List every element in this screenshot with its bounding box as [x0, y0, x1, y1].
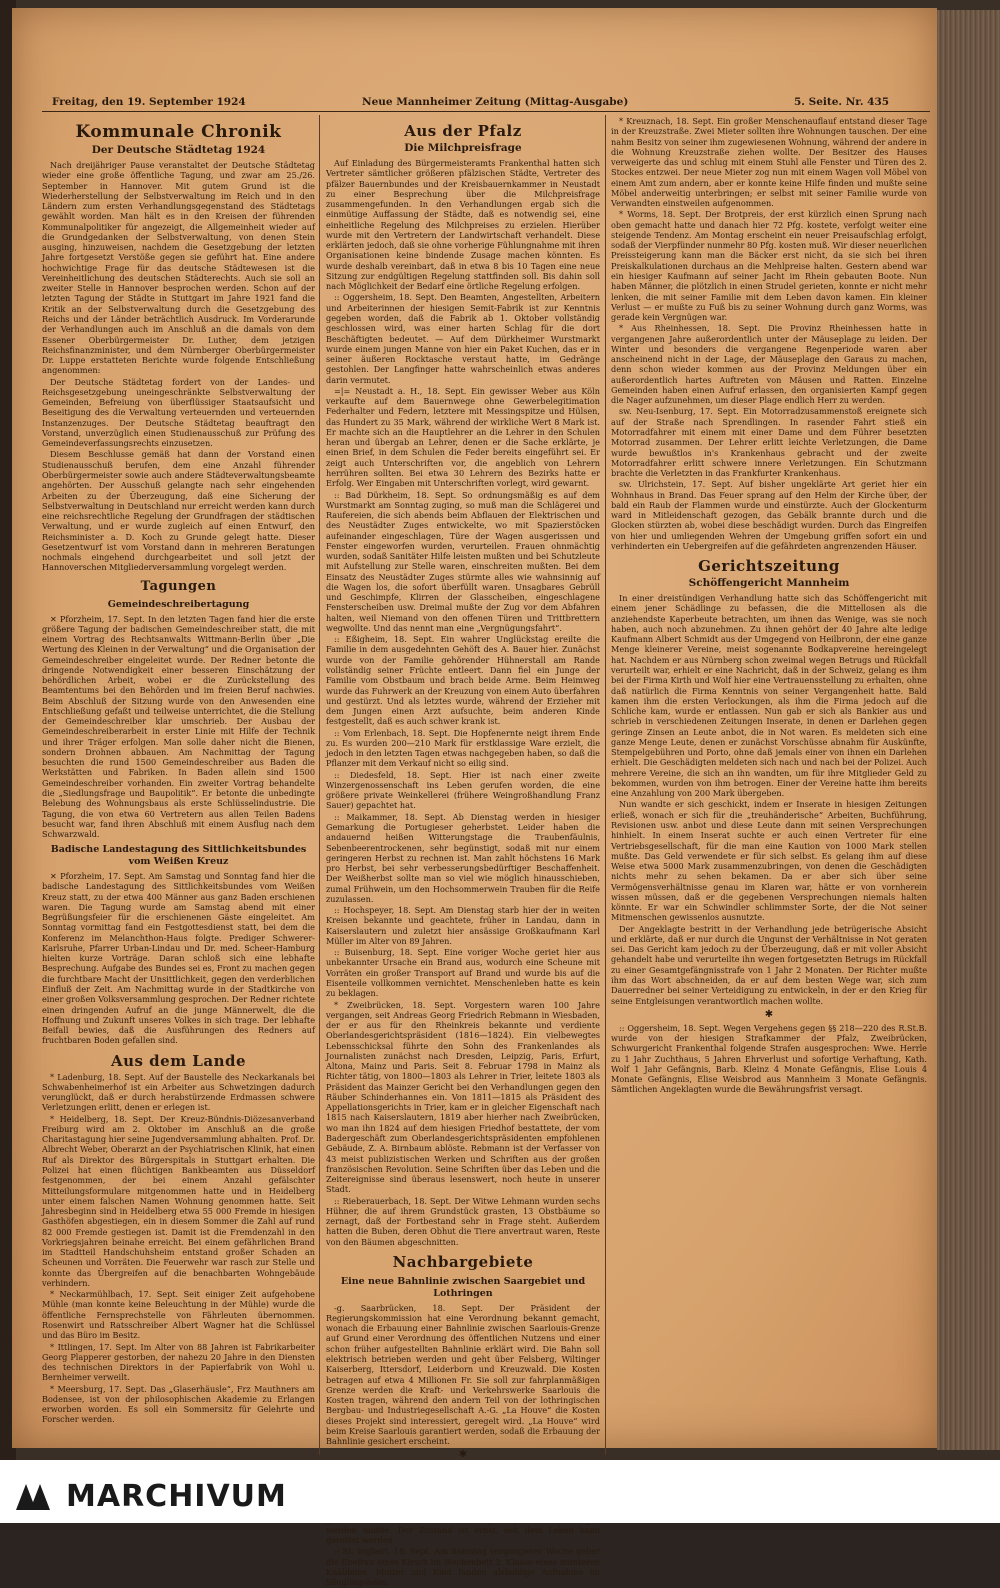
article-paragraph: * Kreuznach, 18. Sept. Ein großer Menschenauflauf entstand dieser Tage in der Kreuzstraße. Zwei Mieter sollten ihre Wohnungen tauschen. Der eine nahm Besitz von seiner ihm zugewiesenen Wohnung, während der andere in die Wohnung Kreuzstraße ziehen wollte. Der Besitzer des Hauses verweigerte das und schlug mit einem Stuhl alle Fenster und Türen des 2. Stockes entzwei. Der neue Mieter zog nun mit einem Wagen voll Möbel von einem Amt zum andern, aber er konnte keine Hilfe finden und mußte seine Möbel anderweitig unterbringen; er selbst mit seiner Familie wurde von Verwandten einstweilen aufgenommen.	[611, 116, 927, 209]
article-heading-gemeindeschreiber: Gemeindeschreibertagung	[107, 598, 250, 610]
article-paragraph: * Worms, 18. Sept. Der Brotpreis, der erst kürzlich einen Sprung nach oben gemacht hatte und danach hier 72 Pfg. kostete, verfolgt weiter eine steigende Tendenz. Am Montag erscheint ein neuer Preisaufschlag erfolgt, sodaß der Vierpfünder nunmehr 80 Pfg. kosten muß. Wir dieser neuerlichen Preissteigerung kann man die Bäcker erst nicht, da sie sich bei ihren Preiskalkulationen durchaus an die Mehlpreise halten. Gestern abend war ein hiesiger Kaufmann auf seiner Jacht im Rhein gebauten Boote. Nun haben Männer, die plötzlich in einen Strudel gerieten, konnte er nicht mehr lenken, die mit seiner Familie mit dem Leben davon kamen. Ein kleiner Verlust — er mußte zu Fuß bis zu seiner Wohnung durch ganz Worms, was gerade kein Vergnügen war.	[611, 209, 927, 323]
section-title-nachbargebiete: Nachbargebiete	[392, 1252, 534, 1271]
article-heading-sittlichkeitsbund: Badische Landestagung des Sittlichkeitsbundes vom Weißen Kreuz	[50, 844, 307, 868]
article-paragraph: =|= Neustadt a. H., 18. Sept. Ein gewisser Weber aus Köln verkaufte auf dem Bauernwege ohne Gewerbelegitimation Federhalter und Federn, letztere mit Messingspitze und Hülsen, das Hundert zu 35 Mark, während der wirkliche Wert 8 Mark ist. Er machte sich an die Hauptlehrer an die Lehrer in den Schulen heran und übergab an Lehrer, denen er die Sache erklärte, je einen Brief, in dem Schulen die Feder bereits eingeführt sei. Er zeigt auch Unterschriften vor, die angeblich von Lehrern herrühren sollten. Bei etwa 30 Lehrern des Bezirks hatte er Erfolg. Wer Eingaben mit Unterschriften vorlegt, wird gewarnt.	[326, 385, 600, 489]
article-paragraph: :: Hochspeyer, 18. Sept. Am Dienstag starb hier der in weiten Kreisen bekannte und geachtete, früher in Landau, dann in Kaiserslautern und zuletzt hier ansässige Großkaufmann Karl Müller im Alter von 89 Jahren.	[326, 905, 600, 946]
article-paragraph: :: Oggersheim, 18. Sept. Den Beamten, Angestellten, Arbeitern und Arbeiterinnen der hiesigen Semit-Fabrik ist zur Kenntnis gegeben worden, daß die Fabrik ab 1. Oktober vollständig geschlossen wird, was einer harten Schlag für die dort Beschäftigten bedeutet. — Auf dem Dürkheimer Wurstmarkt wurde einem jungen Manne von hier ein Paket Kuchen, das er in seiner äußeren Rocktasche verstaut hatte, im Gedränge gestohlen. Der Langfinger hatte wahrscheinlich etwas anderes darin vermutet.	[326, 292, 600, 385]
article-paragraph: :: Rieberauerbach, 18. Sept. Der Witwe Lehmann wurden sechs Hühner, die auf ihrem Grundstück grasten, 13 Obstbäume so zernagt, daß der Fortbestand sehr in Frage steht. Außerdem hatten die Buben, deren Obhut die Tiere anvertraut waren, Reste von den Bäumen abgeschnitten.	[326, 1195, 600, 1247]
article-paragraph: * Heidelberg, 18. Sept. Der Kreuz-Bündnis-Diözesanverband Freiburg wird am 2. Oktober im Anschluß an die große Charitastagung hier seine Jugendversammlung abhalten. Prof. Dr. Albrecht Weber, Oberarzt an der Psychiatrischen Klinik, hat einen Ruf als Direktor des Bürgerspitals in Stuttgart erhalten. Die Polizei hat einen flüchtigen Bankbeamten aus Düsseldorf festgenommen, der bei einem Anzahl gefälschter Mitteilungsformulare mitgenommen hatte und in Heidelberg unter einem falschen Namen Wohnung genommen hatte. Seit Jahresbeginn sind in Heidelberg etwa 55 000 Fremde in hiesigen Gasthöfen abgestiegen, ein in diesem Sommer die Zahl auf rund 82 000 Fremde gestiegen ist. Damit ist die Fremdenzahl in den Vorkriegsjahren beinahe erreicht. Bei einem gefährlichen Brand im Stadtteil Handschuhsheim entstand großer Schaden an Scheunen und Vorräten. Die Feuerwehr war rasch zur Stelle und konnte das Übergreifen auf die benachbarten Wohngebäude verhindern.	[42, 1113, 315, 1288]
article-paragraph: werden mußte. Der Zustand ist ernst, seit dem Leben kann gerettet werden.	[326, 1524, 600, 1546]
article-heading-schoeffengericht: Schöffengericht Mannheim	[688, 577, 850, 590]
article-paragraph: * Zweibrücken, 18. Sept. Vorgestern waren 100 Jahre vergangen, seit Andreas Georg Friedrich Rebmann in Wiesbaden, der er aus für den Rheinkreis bekannte und verdiente Oberlandesgerichtspräsident (1816—1824). Ein vielbewegtes Lebensschicksal führte den Sohn des Frankenlandes als Journalisten zunächst nach Dresden, Leipzig, Paris, Erfurt, Altona, Mainz und Paris. Seit 8. Februar 1798 in Mainz als Richter tätig, von 1800—1803 als Lehrer in Trier, leitete 1803 als Präsident das Mainzer Gericht bei den Verhandlungen gegen den Räuber Schinderhannes ein. Von 1811—1815 als Präsident des Appellationsgerichts in Trier, kam er in gleicher Eigenschaft nach 1815 nach Kaiserslautern, 1819 aber hierher nach Zweibrücken, wo man ihn 1824 auf dem hiesigen Friedhof bestattete, der vom Badergeschäft zum Oberlandesgerichtspräsidenten empfohlenen Gebäude, Z. A. Birnbaum ablöste. Rebmann ist der Verfasser von 43 meist publizistischen Werken und Schriften aus der großen französischen Revolution. Seine Schriften über das Leben und die Zeitereignisse sind überaus lesenswert, noch heute in unserer Stadt.	[326, 999, 600, 1195]
article-paragraph: * Aus Rheinhessen, 18. Sept. Die Provinz Rheinhessen hatte in vergangenen Jahre außerordentlich unter der Mäuseplage zu leiden. Der Winter und besonders die vergangene Regenperiode waren aber anscheinend nicht in der Lage, der Mäuseplage den Garaus zu machen, denn schon wieder kommen aus der Provinz Meldungen über ein außerordentlich hartes Auftreten von Mäusen und Ratten. Einzelne Gemeinden haben einen Aufruf erlassen, den organisierten Kampf gegen die Nager aufzunehmen, um dieser Plage endlich Herr zu werden.	[611, 323, 927, 406]
article-paragraph: Nun wandte er sich geschickt, indem er Inserate in hiesigen Zeitungen erließ, wonach er sich für die „treuhänderische“ Arbeiten, Buchführung, Revisionen usw. anbot und diese Leute dann mit seinen Versprechungen hinhielt. In einem Inserat suchte er auch einen Vertreter für eine Vertriebsgesellschaft, für die man eine Kaution von 1000 Mark stellen mußte. Das Geld verwendete er für sich selbst. Es gelang ihm auf diese Weise etwa 5000 Mark zusammenzubringen, von denen die Geschädigten nichts mehr zu sehen bekamen. Da er aber sich über seine Vermögensverhältnisse genau im Klaren war, hätte er von vornherein wissen müssen, daß er die gegebenen Versprechungen niemals halten könnte. Er war ein Schwindler schlimmster Sorte, der die Not seiner Mitmenschen gewissenlos ausnutzte.	[611, 799, 927, 923]
article-heading-staedtetag: Der Deutsche Städtetag 1924	[91, 144, 266, 156]
article-paragraph: :: Buisenburg, 18. Sept. Eine voriger Woche geriet hier aus unbekannter Ursache ein Brand aus, wodurch eine Scheune mit Vorräten ein großer Transport auf Brand und wurde bis auf die Eisenteile vollkommen vernichtet. Menschenleben hatte es kein zu beklagen.	[326, 947, 600, 999]
article-paragraph: ✕ Pforzheim, 17. Sept. Am Samstag und Sonntag fand hier die badische Landestagung des Sittlichkeitsbundes vom Weißen Kreuz statt, zu der etwa 400 Männer aus ganz Baden erschienen waren. Die Tagung wurde am Samstag abend mit einer Begrüßungsfeier für die erschienenen Gäste eingeleitet. Am Sonntag vormittag fand ein Festgottesdienst statt, bei dem die Konferenz im Melanchthon-Haus folgte. Prediger Schwerer-Karlsruhe, Pfarrer Urban-Lindau und Dr. med. Scheer-Hamburg hielten kurze Vorträge. Daran schloß sich eine lebhafte Besprechung. Aufgabe des Bundes sei es, Front zu machen gegen die furchtbare Macht der Unsittlichkeit, gegen den verderblichen Einfluß der Zeit. Am Nachmittag wurde in der Stadtkirche von einer großen Volksversammlung gesprochen. Der Redner richtete einen dringenden Aufruf an die junge Männerwelt, die die Hoffnung und Zukunft unseres Volkes in sich trage. Der lebhafte Beifall bewies, daß die Ausführungen des Redners auf fruchtbaren Boden gefallen sind.	[42, 871, 315, 1046]
section-title-kommunale-chronik: Kommunale Chronik	[75, 122, 282, 142]
article-paragraph: :: St. Ingbert, 18. Sept. Am Samstag vergangener Woche gebar die Ehefrau eines Kirsch im Wochenbett 2. Klasse eines munteren Knäbleins. Mutter und Kind fanden alsbaldige Aufnahme im Säuglingsheim.	[326, 1546, 600, 1588]
article-paragraph: :: Vom Erlenbach, 18. Sept. Die Hopfenernte neigt ihrem Ende zu. Es wurden 200—210 Mark für erstklassige Ware erzielt, die jedoch in den letzten Tagen etwas nachgegeben haben, so daß die Pflanzer mit dem Verkauf nicht so eilig sind.	[326, 727, 600, 769]
article-paragraph: -g. Saarbrücken, 18. Sept. Der Präsident der Regierungskommission hat eine Verordnung bekannt gemacht, wonach die Erbauung einer Bahnlinie zwischen Saarlouis-Grenze auf Grund einer Verordnung des öffentlichen Nutzens und einer schon früher aufgestellten Bahnlinie erklärt wird. Die Bahn soll elektrisch betrieben werden und geht über Felsberg, Wiltinger Kaiserberg, Ittersdorf, Leiderborn und Kreuzwald. Die Kosten betragen auf etwa 4 Millionen Fr. Sie soll zur fahrplanmäßigen Grenze werden die Kraft- und Verkehrswerke Saarlouis die Kosten tragen, während den andern Teil von der lothringischen Bergbau- und Industriegesellschaft A.-G. „La Houve“ die Kosten dieses Projekt sind interessiert, geregelt wird. „La Houve“ wird beim Kreise Saarlouis garantiert werden, sodaß die Erbauung der Bahnlinie gesichert erscheint.	[326, 1302, 600, 1447]
article-paragraph: Der Angeklagte bestritt in der Verhandlung jede betrügerische Absicht und erklärte, daß er nur durch die Ungunst der Verhältnisse in Not geraten sei. Das Gericht kam jedoch zu der Überzeugung, daß er mit voller Absicht gehandelt habe und verurteilte ihn wegen fortgesetzten Betrugs im Rückfall zu einer Gesamtgefängnisstrafe von 1 Jahr 2 Monaten. Der Richter mußte ihm das Wort abschneiden, da er auf dem besten Wege war, sich zum Dauerredner bei seiner Verteidigung zu entwickeln, in der er den Krieg für seine Entgleisungen verantwortlich machen wollte.	[611, 923, 927, 1006]
masthead-date: Freitag, den 19. September 1924	[52, 96, 246, 108]
article-paragraph: :: Bad Dürkheim, 18. Sept. So ordnungsmäßig es auf dem Wurstmarkt am Sonntag zuging, so muß man die Schlägerei und Raufereien, die sich abends beim Abflauen der Elektrischen und des Neustädter Zuges entwickelte, wo mit Spazierstöcken aufeinander eingeschlagen, Türe der Wagen ausgerissen und Fenster eingeworfen wurden, verurteilen. Frauen ohnmächtig wurden, sodaß Sanitäter Hilfe leisten mußten und bei Schutzleute mit Aufstellung zur Stelle waren, einschreiten mußten. Bei dem Einsatz des Neustädter Zuges stürmte alles wie wahnsinnig auf die Wagen los, die sofort überfüllt waren. Unsagbares Gebrüll und Geschimpfe, Klirren der Glasscheiben, eingeschlagene Fensterscheiben usw. Dreimal mußte der Zug vor dem Abfahren halten, weil Niemand von den offenen Türen und Trittbrettern wegwollte. Und das nennt man eine „Vergnügungsfahrt“.	[326, 489, 600, 633]
column-divider	[605, 115, 606, 1455]
article-paragraph: :: Eßigheim, 18. Sept. Ein wahrer Unglückstag ereilte die Familie in dem ausgedehnten Gehöft des A. Bauer hier. Zunächst wurde von der Familie gehörender Hühnerstall am Rande vollständig seiner Früchte entleert. Dann fiel ein Junge der Familie vom Obstbaum und brach beide Arme. Beim Heimweg wurde das Fuhrwerk an der Kreuzung von einem Auto überfahren und gestürzt. Und als letztes wurde, während der Erzieher mit dem Jungen einen Arzt aufsuchte, beim anderen Kinde festgestellt, daß es auch schwer krank ist.	[326, 634, 600, 727]
article-heading-milchpreisfrage: Die Milchpreisfrage	[404, 142, 522, 154]
column-3	[611, 116, 927, 1451]
section-title-gerichtszeitung: Gerichtszeitung	[698, 557, 840, 576]
article-heading-bahnlinie: Eine neue Bahnlinie zwischen Saargebiet und Lothringen	[340, 1275, 586, 1299]
article-paragraph: Nach dreijähriger Pause veranstaltet der Deutsche Städtetag wieder eine große öffentliche Tagung, und zwar am 25./26. September in Hannover. Mit gutem Grund ist die Wiederherstellung der Selbstverwaltung im Reich und in den Ländern zum ersten Verhandlungsgegenstand des Städtetags gewählt worden. Man hält es in den Kreisen der führenden Kommunalpolitiker für angezeigt, die Allgemeinheit wieder auf die Grundgedanken der Selbstverwaltung, von denen Stein ausging, hinzuweisen, nachdem die Gesetzgebung der letzten Jahre fortgesetzt Verstöße gegen sie geführt hat. Eine andere hochwichtige Frage für das deutsche Städtewesen ist die Vereinheitlichung des deutschen Städterechts. Auch sie soll an zweiter Stelle in Hannover besprochen werden. Schon auf der letzten Tagung der Städte in Stuttgart im Jahre 1921 fand die Kritik an der Selbstverwaltung durch die Gesetzgebung des Reichs und der Länder beträchtlich Ausdruck. Im Vorderarunde der Verhandlungen auch im Anschluß an die damals von dem Essener Oberbürgermeister Dr. Luther, dem jetzigen Reichsfinanzminister, und dem Nürnberger Oberbürgermeister Dr. Luppe erstatteten Berichte wurde folgende Entschließung angenommen:	[42, 160, 315, 376]
article-paragraph: :: Maikammer, 18. Sept. Ab Dienstag werden in hiesiger Gemarkung die Portugieser geherbstet. Leider haben die andauernd heißen Witterungstage die Traubenfäulnis, Sebenbeerentrockenen, sehr begünstigt, sodaß mit nur einem geringeren Herbst zu rechnen ist. Man zahlt höchstens 16 Mark pro Herbst, bei sehr verbesserungsbedürftiger Beschaffenheit. Der Weißherbst sollte man so viel wie möglich hinausschieben, zumal Frühwein, um den Hochsommerwein Trauben für die Reife zuzulassen.	[326, 811, 600, 904]
article-paragraph: sw. Ulrichstein, 17. Sept. Auf bisher ungeklärte Art geriet hier ein Wohnhaus in Brand. Das Feuer sprang auf den Helm der Kirche über, der bald ein Raub der Flammen wurde und einstürzte. Auch der Glockenturm ward in Mitleidenschaft gezogen, das Gebälk brannte durch und die Glocken stürzten ab, wobei diese beschädigt wurden. Durch das Eingreifen von hier und umliegenden Wehren der Umgebung griffen sofort ein und verhinderten ein Uebergreifen auf die gefährdeten angrenzenden Häuser.	[611, 479, 927, 551]
article-paragraph: ✕ Pforzheim, 17. Sept. In den letzten Tagen fand hier die erste größere Tagung der badischen Gemeindeschreiber statt, die mit einem Vortrag des Rechtsanwalts Wittmann-Berlin über „Die Wertung des Kleinen in der Verwaltung“ und die Organisation der Gemeindeschreiber eingeleitet wurde. Der Redner betonte die dringende Notwendigkeit einer besseren Einschätzung der behördlichen Arbeit, wobei er die Zurückstellung des Beamtentums bei den Behörden und im freien Beruf nachwies. Beim Abschluß der Sitzung wurde von den Anwesenden eine Entschließung gefaßt und teilweise unterrichtet, die die Stellung der Gemeindeschreiber klar umschrieb. Der Ausbau der Gemeindeschreiberarbeit in erster Linie mit Hilfe der Technik und ihrer Träger erfolgen. Man solle daher nicht die Bienen, sondern Drohnen abbauen. Am Nachmittag der Tagung besuchten die rund 1500 Gemeindeschreiber aus Baden die Werkstätten und Fabriken. In Baden allein sind 1500 Gemeindeschreiber vorhanden. Ein zweiter Vortrag behandelte die „Siedlungsfrage und Baupolitik“. Er betonte die unbedingte Belebung des Wohnungsbaus als erste Schlüsselindustrie. Die Tagung, die von etwa 60 Vertretern aus allen Teilen Badens besucht war, fand ihren Abschluß mit einem Ausflug nach dem Schwarzwald.	[42, 613, 315, 840]
article-paragraph: :: Oggersheim, 18. Sept. Wegen Vergehens gegen §§ 218—220 des R.St.B. wurde von der hiesigen Strafkammer der Pfalz, Zweibrücken, Schwurgericht Frankenthal folgende Strafen ausgesprochen: Wwe. Herrle zu 1 Jahr Zuchthaus, 5 Jahren Ehrverlust und sofortige Verhaftung, Kath. Wolf 1 Jahr Gefängnis, Barb. Kleinz 4 Monate Gefängnis, Elise Louis 4 Monate Gefängnis, Elise Weisbrod aus Mannheim 3 Monate Gefängnis. Sämtlichen Angeklagten wurde die Bewährungsfrist versagt.	[611, 1022, 927, 1095]
column-divider	[319, 115, 320, 1455]
column-2	[326, 116, 600, 1588]
page-stack-edge	[937, 10, 1000, 1450]
article-paragraph: * Neckarmühlbach, 17. Sept. Seit einiger Zeit aufgehobene Mühle (man konnte keine Beleuchtung in der Mühle) wurde die öffentliche Fernsprechstelle von Fährleuten übernommen. Rosenwirt und Ratsschreiber Albert Wagner hat die Schlüssel und das Büro im Besitz.	[42, 1289, 315, 1341]
article-paragraph: In einer dreistündigen Verhandlung hatte sich das Schöffengericht mit einem jener Schädlinge zu befassen, die die Mittellosen als die anziehendste Kaperbeute betrachten, um ihnen das Wenige, was sie noch haben, auch noch abzunehmen. Zu ihnen gehört der 40 Jahre alte ledige Kaufmann Albert Schmidt aus der Umgegend von Heilbronn, der eine ganze Menge kleinerer Vereine, meist sogenannte Bodkapvereine hereingelegt hat. Nachdem er aus Nürnberg schon zweimal wegen Betrugs und Rückfall verurteilt war, erhielt er eine Nachricht, daß in der Schweiz, gelang es ihm bei der Firma Kirth und Wolf hier eine Vertrauensstellung zu erhalten, ohne daß natürlich die Firma Kenntnis von seiner Vergangenheit hatte. Bald kamen ihm die ersten Verlockungen, als ihm die Firma jedoch auf die Schliche kam, wurde er entlassen. Nun gab er sich als Bankier aus und schrieb in verschiedenen Zeitungen Inserate, in denen er Darlehen gegen geringe Zinsen an Leute anbot, die in Not waren. Es meldeten sich eine ganze Menge Leute, denen er zunächst Vorschüsse abnahm für Auskünfte, Stempelgebühren und Porto, ohne daß jemals einer von ihnen ein Darlehen erhielt. Die Geschädigten meldeten sich nach und nach bei der Polizei. Auch mehrere Vereine, die sich an ihn wandten, um für ihre Mitglieder Geld zu bekommen, wurden von ihm betrogen. Einer der Vereine hatte ihm bereits eine Anzahlung von 200 Mark übergeben.	[611, 593, 927, 799]
column-1	[42, 116, 315, 1451]
article-paragraph: Auf Einladung des Bürgermeisteramts Frankenthal hatten sich Vertreter sämtlicher größeren pfälzischen Städte, Vertreter des pfälzer Bauernbundes und der Kreisbauernkammer in Neustadt zu einer Besprechung über die Milchpreisfrage zusammengefunden. In den Verhandlungen ergab sich die einmütige Auffassung der Städte, daß es notwendig sei, eine einheitliche Regelung des Milchpreises zu erzielen. Hierüber wurde mit den Vertretern der Landwirtschaft verhandelt. Diese erklärten jedoch, daß sie ohne vorherige Fühlungnahme mit ihren Organisationen keine bindende Zusage machen könnten. Es wurde deshalb vereinbart, daß in etwa 8 bis 10 Tagen eine neue Sitzung zur endgültigen Regelung stattfinden soll. Bis dahin soll nach Möglichkeit der Bedarf eine örtliche Regelung erfolgen.	[326, 158, 600, 292]
article-paragraph: * Ittlingen, 17. Sept. Im Alter von 88 Jahren ist Fabrikarbeiter Georg Plapperer gestorben, der nahezu 20 Jahre in den Diensten des technischen Direktors in der Papierfabrik von Wohl u. Bernheimer verweilt.	[42, 1341, 315, 1383]
article-paragraph: Diesem Beschlusse gemäß hat dann der Vorstand einen Studienausschuß berufen, dem eine Anzahl führender Oberbürgermeister sowie auch andere Städteverwaltungsbeamte angehörten. Der Ausschuß gelangte nach sehr eingehenden Arbeiten zu der Überzeugung, daß eine Sicherung der Selbstverwaltung in Deutschland nur erreicht werden kann durch eine reichsrechtliche Regelung der Grundfragen der städtischen Verwaltung, und er wurde zugleich auf einen Entwurf, den Reichsminister a. D. Koch zu Grunde gelegt hatte. Dieser Gesetzentwurf ist vom Vorstand dann in mehreren Beratungen nochmals eingehend durchgearbeitet und soll jetzt der Hannoverschen Mitgliederversammlung vorgelegt werden.	[42, 449, 315, 573]
separator-star-icon: ✱	[458, 1449, 468, 1461]
article-paragraph: sw. Neu-Isenburg, 17. Sept. Ein Motorradzusammenstoß ereignete sich auf der Straße nach Sprendlingen. In rasender Fahrt stieß ein Motorradfahrer mit einem mit einer Dame und dem Führer besetzten Motorrad zusammen. Der Lehrer erlitt leichte Verletzungen, die Dame wurde bewußtlos in's Krankenhaus gebracht und der zweite Motorradfahrer erlitt schwere innere Verletzungen. Ein Schutzmann brachte die Verletzten in das Frankfurter Krankenhaus.	[611, 406, 927, 479]
separator-star-icon: ✱	[764, 1008, 774, 1020]
section-title-aus-dem-lande: Aus dem Lande	[110, 1051, 247, 1070]
article-paragraph: Der Deutsche Städtetag fordert von der Landes- und Reichsgesetzgebung uneingeschränkte Selbstverwaltung der Gemeinden, Befreiung von überflüssiger Staatsaufsicht und Beseitigung des die Verwaltung verteuernden und verteuernden Instanzenzuges. Der Deutsche Städtetag beauftragt den Vorstand, unverzüglich einen Studienausschuß zur Prüfung des Gemeindeverfassungsrechts einzusetzen.	[42, 376, 315, 449]
article-paragraph: * Meersburg, 17. Sept. Das „Glaserhäusle“, Frz Mauthners am Bodensee, ist von der philosophischen Akademie zu Erlangen erworben worden. Es soll ein Sommersitz für Gelehrte und Forscher werden.	[42, 1383, 315, 1425]
section-title-aus-der-pfalz: Aus der Pfalz	[404, 122, 522, 140]
section-title-tagungen: Tagungen	[140, 578, 217, 594]
marchivum-logo-icon	[14, 1482, 54, 1512]
masthead-paper-name: Neue Mannheimer Zeitung (Mittag-Ausgabe)	[362, 96, 629, 108]
article-paragraph: :: Diedesfeld, 18. Sept. Hier ist nach einer zweite Winzergenossenschaft ins Leben gerufen worden, die eine größere private Weinkellerei (frühere Weingroßhandlung Franz Sauer) gepachtet hat.	[326, 769, 600, 811]
masthead-rule	[42, 111, 930, 112]
marchivum-logo-text: MARCHIVUM	[66, 1479, 287, 1514]
masthead-page-number: 5. Seite. Nr. 435	[794, 96, 890, 108]
article-paragraph: * Ladenburg, 18. Sept. Auf der Baustelle des Neckarkanals bei Schwabenheimerhof ist ein Arbeiter aus Schwetzingen dadurch verunglückt, daß er durch herabstürzende Erdmassen schwere Verletzungen erlitt, denen er erlegen ist.	[42, 1071, 315, 1113]
